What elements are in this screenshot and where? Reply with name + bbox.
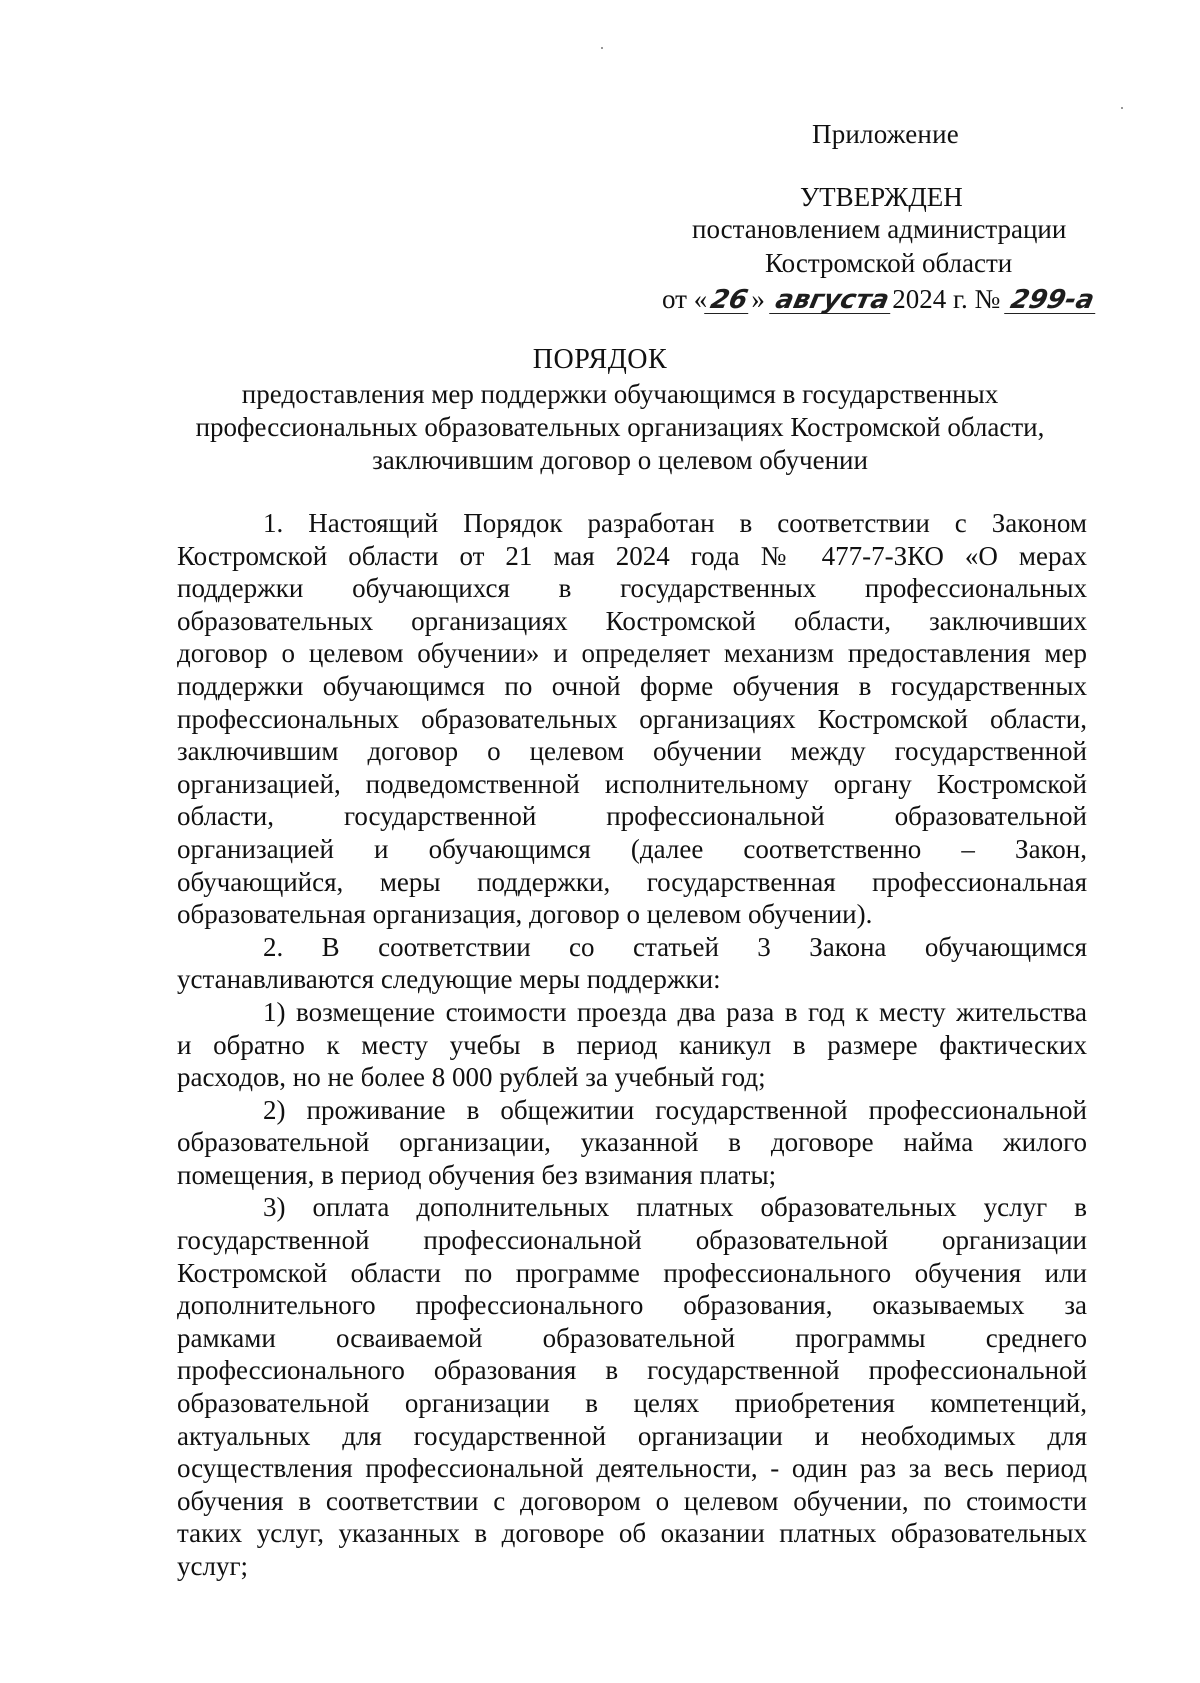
- document-subtitle: [160, 378, 1080, 477]
- paragraph-1: [177, 507, 1087, 931]
- approval-date-line: [662, 283, 1098, 315]
- document-title: ПОРЯДОК: [532, 344, 668, 375]
- text-line: 1) возмещение стоимости проезда два раза в год к месту жительства: [263, 996, 1087, 1027]
- text-line: актуальных для государственной организации и необходимых для: [177, 1420, 1087, 1451]
- text-line: заключившим договор о целевом обучении между государственной: [177, 736, 1087, 767]
- text-line: услуг;: [177, 1551, 249, 1581]
- text-line: осуществления профессиональной деятельности, - один раз за весь период: [177, 1453, 1087, 1484]
- text-line: рамками осваиваемой образовательной программы среднего: [177, 1322, 1087, 1353]
- text-line: 3) оплата дополнительных платных образовательных услуг в: [263, 1192, 1087, 1223]
- date-prefix: от «: [662, 284, 708, 314]
- text-line: 1. Настоящий Порядок разработан в соответствии с Законом: [263, 508, 1087, 538]
- scan-speck: [1121, 107, 1123, 109]
- text-line: расходов, но не более 8 000 рублей за учебный год;: [177, 1062, 766, 1093]
- scan-speck: [601, 47, 603, 49]
- document-body: [177, 507, 1087, 1583]
- subtitle-line: заключившим договор о целевом обучении: [372, 445, 868, 475]
- text-line: образовательной организации, указанной в договоре найма жилого: [177, 1127, 1087, 1158]
- text-line: Костромской области от 21 мая 2024 года № 477-7-ЗКО «О мерах: [177, 540, 1087, 571]
- text-line: поддержки обучающимся по очной форме обучения в государственных: [177, 670, 1087, 701]
- handwritten-day: 26: [704, 287, 754, 314]
- text-line: таких услуг, указанных в договоре об оказании платных образовательных: [177, 1518, 1087, 1549]
- text-line: Костромской области по программе профессионального обучения или: [177, 1257, 1087, 1288]
- text-line: устанавливаются следующие меры поддержки:: [177, 964, 721, 995]
- text-line: поддержки обучающихся в государственных профессиональных: [177, 573, 1087, 604]
- date-mid: »: [751, 284, 765, 314]
- text-line: образовательной организации в целях приобретения компетенций,: [177, 1388, 1087, 1419]
- text-line: и обратно к месту учебы в период каникул в размере фактических: [177, 1029, 1087, 1060]
- text-line: профессиональных образовательных организациях Костромской области,: [177, 703, 1087, 734]
- paragraph-2: [177, 931, 1087, 996]
- handwritten-doc-number: 299-а: [1004, 287, 1100, 314]
- text-line: договор о целевом обучении» и определяет механизм предоставления мер: [177, 638, 1087, 669]
- text-line: обучающийся, меры поддержки, государственная профессиональная: [177, 866, 1087, 897]
- list-item-3: [177, 1191, 1087, 1582]
- appendix-label: Приложение: [812, 119, 959, 149]
- approved-by-line1: постановлением администрации: [692, 214, 1067, 244]
- text-line: обучения в соответствии с договором о целевом обучении, по стоимости: [177, 1485, 1087, 1516]
- text-line: организацией, подведомственной исполнительному органу Костромской: [177, 768, 1087, 799]
- date-year: 2024 г. №: [892, 284, 1001, 314]
- list-item-1: [177, 996, 1087, 1094]
- subtitle-line: профессиональных образовательных организациях Костромской области,: [195, 412, 1045, 442]
- text-line: организацией и обучающимся (далее соответственно – Закон,: [177, 833, 1087, 864]
- text-line: государственной профессиональной образовательной организации: [177, 1225, 1087, 1256]
- handwritten-month: августа: [769, 287, 895, 314]
- approved-by-line2: Костромской области: [765, 248, 1013, 278]
- subtitle-line: предоставления мер поддержки обучающимся в государственных: [241, 379, 999, 409]
- text-line: помещения, в период обучения без взимания платы;: [177, 1159, 777, 1190]
- text-line: области, государственной профессиональной образовательной: [177, 801, 1087, 832]
- text-line: образовательных организациях Костромской области, заключивших: [177, 605, 1087, 636]
- approved-label: УТВЕРЖДЕН: [800, 182, 963, 212]
- text-line: профессионального образования в государственной профессиональной: [177, 1355, 1087, 1386]
- text-line: дополнительного профессионального образования, оказываемых за: [177, 1290, 1087, 1321]
- list-item-2: [177, 1094, 1087, 1192]
- text-line: образовательная организация, договор о целевом обучении).: [177, 899, 873, 930]
- text-line: 2. В соответствии со статьей 3 Закона обучающимся: [263, 931, 1087, 962]
- text-line: 2) проживание в общежитии государственной профессиональной: [263, 1094, 1087, 1125]
